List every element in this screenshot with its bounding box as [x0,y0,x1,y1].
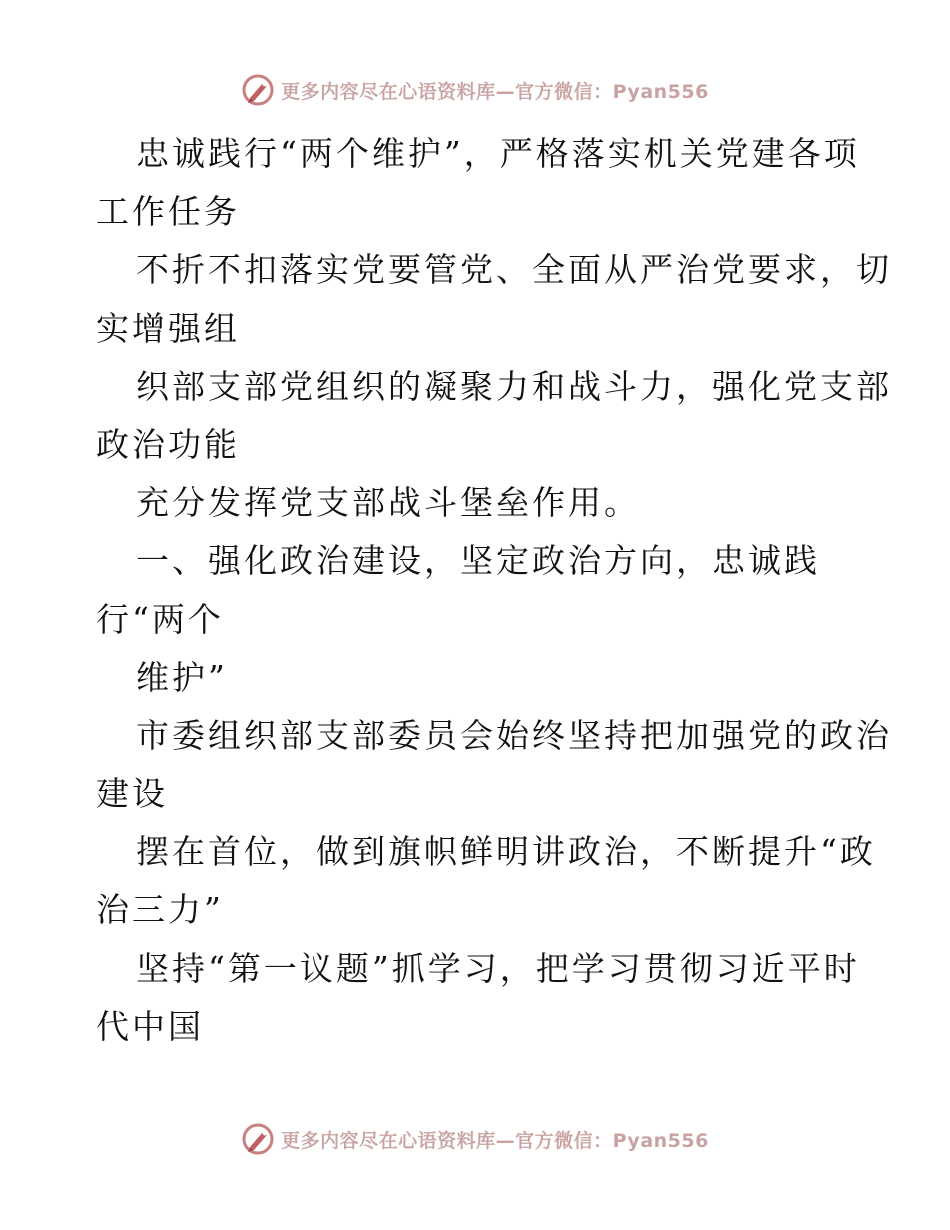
text-line: 政治功能 [96,424,240,464]
text-line: 行“两个 [96,599,224,639]
text-line: 坚持“第一议题”抓学习，把学习贯彻习近平时 [136,948,860,988]
text-line: 织部支部党组织的凝聚力和战斗力，强化党支部 [136,366,892,406]
header-banner [0,70,950,110]
pen-logo-icon [241,1122,275,1156]
text-line: 代中国 [96,1006,204,1046]
pen-logo-icon [241,73,275,107]
text-line: 忠诚践行“两个维护”，严格落实机关党建各项 [136,134,860,173]
text-line: 建设 [96,774,168,814]
footer-banner [0,1119,950,1159]
text-line: 维护” [136,657,228,697]
text-line: 不折不扣落实党要管党、全面从严治党要求，切 [136,250,892,290]
text-line: 治三力” [96,890,224,930]
banner-text: 更多内容尽在心语资料库—官方微信：Pyan556 [281,1129,709,1152]
document-body [96,125,892,1056]
text-line: 摆在首位，做到旗帜鲜明讲政治，不断提升“政 [136,832,876,872]
text-line: 实增强组 [96,308,240,348]
text-line: 一、强化政治建设，坚定政治方向，忠诚践 [136,541,820,581]
text-line: 工作任务 [96,192,240,232]
banner-text: 更多内容尽在心语资料库—官方微信：Pyan556 [281,80,709,103]
text-line: 市委组织部支部委员会始终坚持把加强党的政治 [136,715,892,755]
text-line: 充分发挥党支部战斗堡垒作用。 [136,483,640,523]
